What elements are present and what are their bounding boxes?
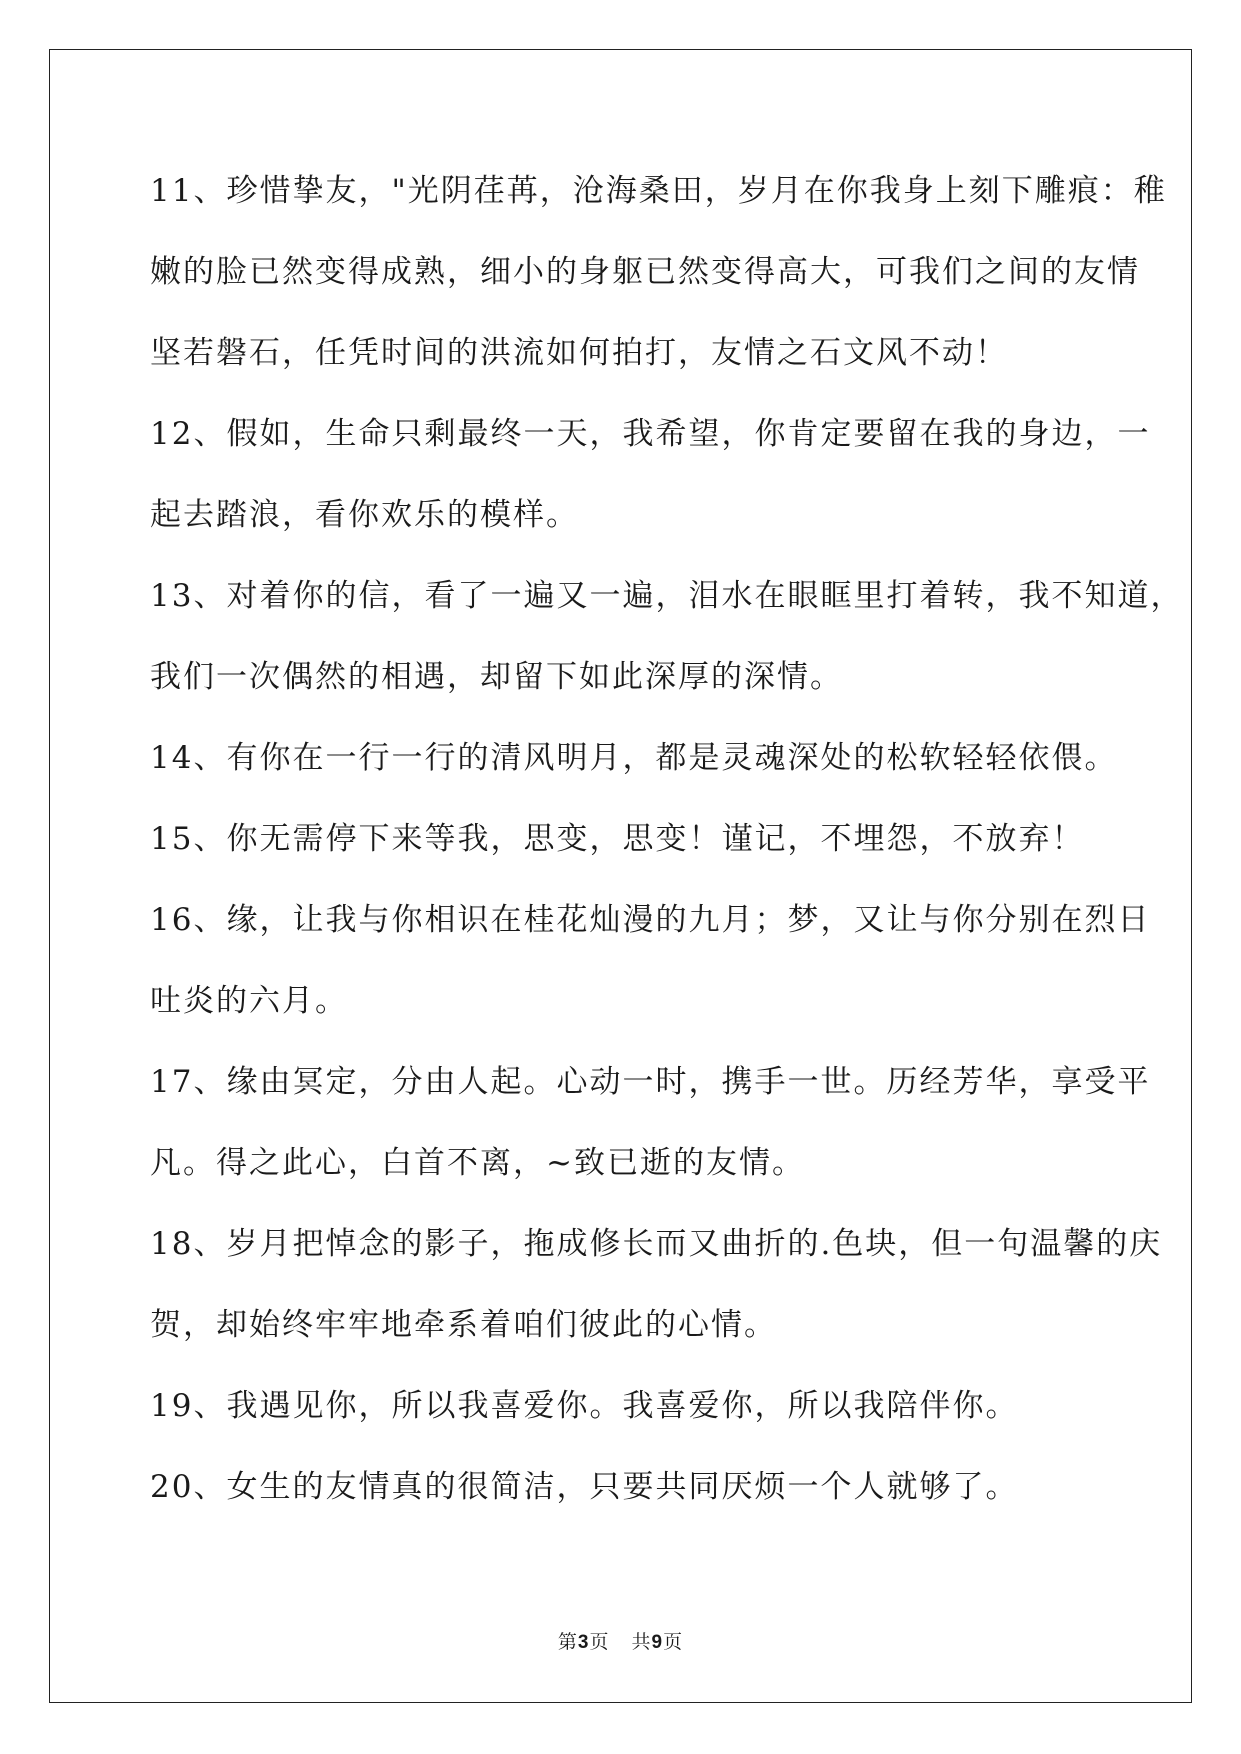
text-line: 14、有你在一行一行的清风明月，都是灵魂深处的松软轻轻依偎。 — [150, 740, 1118, 776]
text-line: 凡。得之此心，白首不离，~致已逝的友情。 — [150, 1145, 805, 1181]
list-item — [150, 1377, 1100, 1458]
text-line: 起去踏浪，看你欢乐的模样。 — [150, 497, 579, 533]
text-line: 坚若磐石，任凭时间的洪流如何拍打，友情之石文风不动！ — [150, 335, 1008, 371]
text-line: 嫩的脸已然变得成熟，细小的身躯已然变得高大，可我们之间的友情 — [150, 254, 1140, 290]
total-suffix: 页 — [663, 1632, 684, 1653]
text-line: 吐炎的六月。 — [150, 983, 348, 1019]
page-footer — [0, 1627, 1241, 1654]
list-item — [150, 162, 1167, 405]
text-line: 17、缘由冥定，分由人起。心动一时，携手一世。历经芳华，享受平 — [150, 1064, 1151, 1100]
text-line: 12、假如，生命只剩最终一天，我希望，你肯定要留在我的身边，一 — [150, 416, 1151, 452]
list-item — [150, 405, 1151, 567]
total-pages: 9 — [651, 1632, 664, 1653]
document-body — [150, 162, 1184, 1539]
text-line: 13、对着你的信，看了一遍又一遍，泪水在眼眶里打着转，我不知道， — [150, 578, 1184, 614]
total-prefix: 共 — [631, 1632, 652, 1653]
list-item — [150, 1053, 1151, 1215]
text-line: 贺，却始终牢牢地牵系着咱们彼此的心情。 — [150, 1307, 777, 1343]
list-item — [150, 729, 1118, 810]
page-prefix: 第 — [557, 1632, 578, 1653]
list-item — [150, 891, 1151, 1053]
text-line: 我们一次偶然的相遇，却留下如此深厚的深情。 — [150, 659, 843, 695]
text-line: 11、珍惜挚友，"光阴荏苒，沧海桑田，岁月在你我身上刻下雕痕：稚 — [150, 173, 1167, 209]
list-item — [150, 1215, 1163, 1377]
text-line: 16、缘，让我与你相识在桂花灿漫的九月；梦，又让与你分别在烈日 — [150, 902, 1151, 938]
list-item — [150, 1458, 1100, 1539]
text-line: 18、岁月把悼念的影子，拖成修长而又曲折的.色块，但一句温馨的庆 — [150, 1226, 1163, 1262]
page-number: 3 — [577, 1632, 590, 1653]
list-item — [150, 567, 1184, 729]
list-item — [150, 810, 1100, 891]
text-line: 20、女生的友情真的很简洁，只要共同厌烦一个人就够了。 — [150, 1469, 1019, 1505]
text-line: 15、你无需停下来等我，思变，思变！谨记，不埋怨，不放弃！ — [150, 821, 1085, 857]
text-line: 19、我遇见你，所以我喜爱你。我喜爱你，所以我陪伴你。 — [150, 1388, 1019, 1424]
page-suffix: 页 — [589, 1632, 610, 1653]
